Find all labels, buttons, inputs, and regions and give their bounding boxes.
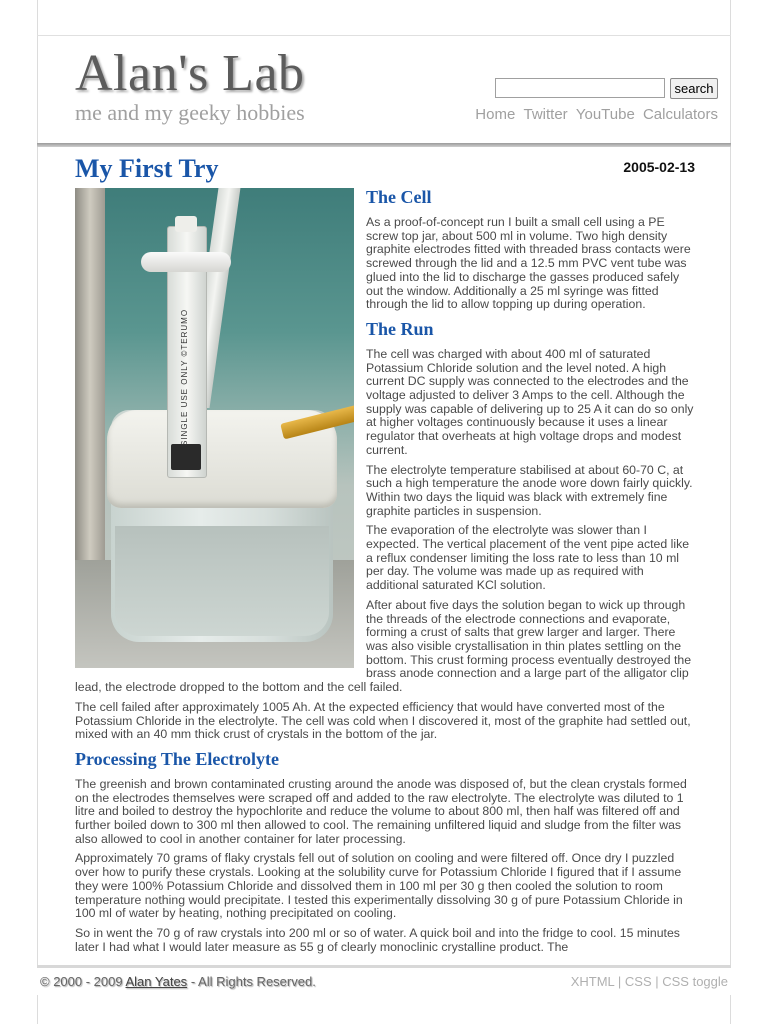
paragraph: The greenish and brown contaminated crusting around the anode was disposed of, but the clean crystals formed on the electrodes themselves were scraped off and added to the raw electrolyte. The electrolyte was diluted to 1 litre and boiled to destroy the hypochlorite and reduce the volume to about 800 ml, then half was filtered off and further boiled down to 300 ml then allowed to cool. The remaining unfiltered liquid and sludge from the filter was also allowed to cool in another container for later processing.: [75, 776, 687, 846]
section-heading-processing: Processing The Electrolyte: [75, 748, 279, 769]
section-heading-run: The Run: [366, 318, 434, 339]
nav-home[interactable]: Home: [475, 106, 516, 123]
header-divider: [37, 143, 731, 147]
xhtml-link[interactable]: XHTML: [570, 974, 615, 989]
search-input[interactable]: [495, 78, 665, 98]
site-header: [37, 35, 731, 144]
footer-separator: |: [651, 974, 663, 989]
paragraph: As a proof-of-concept run I built a small cell using a PE screw top jar, about 500 ml in volume. Two high density graphite electrodes fitted with threaded brass contacts were screwed through the lid and a 12.5 mm PVC vent tube was glued into the lid to discharge the gasses produced safely out the window. Additionally a 25 ml syringe was fitted through the lid to allow topping up during operation.: [366, 215, 691, 312]
site-tagline: me and my geeky hobbies: [75, 100, 305, 125]
footer-links: [571, 974, 728, 989]
paragraph: After about five days the solution began to wick up through the threads of the electrode connections and evaporate, forming a crust of salts that grew larger and larger. There was also visible crystallisation in thin plates settling on the bottom. This crust forming process eventually destroyed the brass anode connection and a large part of the alligator clip lead, the electrode dropped to the bottom and the cell failed.: [75, 597, 692, 695]
syringe-plunger: [171, 444, 201, 470]
paragraph: The evaporation of the electrolyte was slower than I expected. The vertical placement of the vent pipe acted like a reflux condenser limiting the loss rate to less than 10 ml per day. The volume was made up as required with additional saturated KCl solution.: [366, 523, 690, 593]
post-date: 2005-02-13: [623, 159, 695, 175]
nav-calculators[interactable]: Calculators: [642, 106, 718, 123]
page-title: My First Try: [75, 154, 219, 183]
site-footer: [37, 965, 731, 995]
paragraph: So in went the 70 g of raw crystals into 200 ml or so of water. A quick boil and into the fridge to cool. 15 minutes later I had what I would later measure as 55 g of clearly monoclinic crystalline product. The: [75, 925, 680, 954]
paragraph: Approximately 70 grams of flaky crystals fell out of solution on cooling and were filtered off. Once dry I puzzled over how to purify these crystals. Looking at the solubility curve for Potassium Chloride I figured that if I assume they were 100% Potassium Chloride and dissolved them in 100 ml per 30 g then cooled the solution to room temperature nothing would precipitate. I tested this experimentally dissolving 30 g of pure Potassium Chloride in 100 ml of water by heating, nothing precipitated on cooling.: [75, 851, 683, 921]
syringe-label: SINGLE USE ONLY ©TERUMO: [180, 308, 189, 446]
site-title[interactable]: Alan's Lab: [75, 45, 305, 102]
nav-twitter[interactable]: Twitter: [523, 106, 568, 123]
author-link[interactable]: Alan Yates: [125, 974, 188, 989]
copyright-years: © 2000 - 2009: [40, 974, 123, 989]
css-toggle-link[interactable]: CSS toggle: [662, 974, 728, 989]
paragraph: The cell failed after approximately 1005 Ah. At the expected efficiency that would have converted most of the Potassium Chloride in the electrolyte. The cell was cold when I discovered it, most of the graphite had settled out, mixed with an 40 mm thick crust of crystals in the bottom of the jar.: [75, 699, 691, 742]
syringe-flange: [141, 252, 231, 272]
copyright: [40, 974, 316, 989]
footer-separator: |: [614, 974, 625, 989]
css-link[interactable]: CSS: [624, 974, 652, 989]
paragraph: The cell was charged with about 400 ml of saturated Potassium Chloride solution and the level noted. A high current DC supply was connected to the electrodes and the voltage adjusted to deliver 3 Amps to the cell. Although the supply was capable of delivering up to 25 A it can do so only at higher voltages continuously because it uses a linear regulator that overheats at high voltage drops and modest current.: [366, 346, 694, 457]
nav-youtube[interactable]: YouTube: [575, 106, 635, 123]
electrolyte-liquid: [115, 526, 329, 636]
section-heading-cell: The Cell: [366, 187, 432, 207]
cell-photo: [75, 188, 354, 668]
search-button[interactable]: search: [670, 78, 718, 99]
syringe-cap: [175, 216, 197, 232]
copyright-notice: - All Rights Reserved.: [190, 974, 316, 989]
article: [75, 152, 695, 960]
paragraph: The electrolyte temperature stabilised at about 60-70 C, at such a high temperature the anode wore down fairly quickly. Within two days the liquid was black with extremely fine graphite particles in suspension.: [366, 462, 693, 518]
main-nav: [471, 106, 718, 123]
